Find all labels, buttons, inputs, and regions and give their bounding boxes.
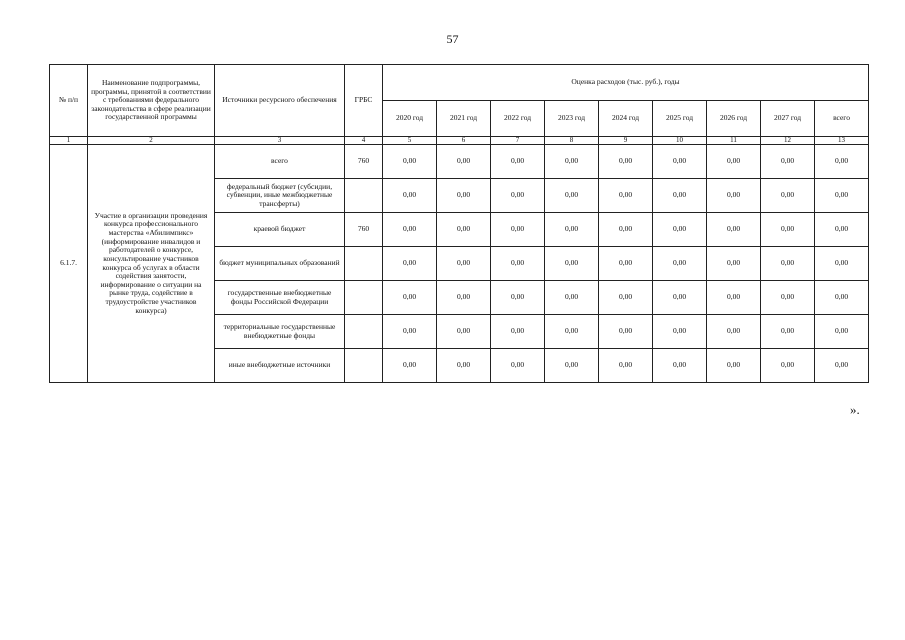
amount-cell: 0,00 (437, 315, 491, 349)
amount-cell: 0,00 (761, 247, 815, 281)
amount-cell: 0,00 (383, 145, 437, 179)
amount-cell: 0,00 (761, 315, 815, 349)
amount-cell: 0,00 (653, 315, 707, 349)
amount-cell: 0,00 (599, 315, 653, 349)
header-year: 2026 год (707, 101, 761, 137)
grbs-code (345, 281, 383, 315)
header-year: всего (815, 101, 869, 137)
grbs-code (345, 247, 383, 281)
grbs-code (345, 179, 383, 213)
header-row (50, 65, 869, 101)
amount-cell: 0,00 (383, 349, 437, 383)
funding-source: территориальные государственные внебюджетные фонды (215, 315, 345, 349)
column-number: 6 (437, 137, 491, 145)
amount-cell: 0,00 (707, 315, 761, 349)
amount-cell: 0,00 (599, 281, 653, 315)
amount-cell: 0,00 (383, 179, 437, 213)
amount-cell: 0,00 (383, 281, 437, 315)
closing-quote: ». (850, 402, 860, 417)
amount-cell: 0,00 (383, 247, 437, 281)
header-np: № п/п (50, 65, 88, 137)
column-number: 4 (345, 137, 383, 145)
funding-source: всего (215, 145, 345, 179)
amount-cell: 0,00 (383, 213, 437, 247)
funding-source: федеральный бюджет (субсидии, субвенции, иные межбюджетные трансферты) (215, 179, 345, 213)
item-name: Участие в организации проведения конкурса профессионального мастерства «Абилимпикс» (информирование инвалидов и работодателей о конкурсе, консультирование участников конкурса об услугах в области содействия занятости, информирование о ситуации на рынке труда, содействие в трудоустройстве участников конкурса) (88, 145, 215, 383)
amount-cell: 0,00 (653, 145, 707, 179)
amount-cell: 0,00 (491, 281, 545, 315)
amount-cell: 0,00 (491, 179, 545, 213)
amount-cell: 0,00 (815, 179, 869, 213)
amount-cell: 0,00 (653, 179, 707, 213)
funding-source: бюджет муниципальных образований (215, 247, 345, 281)
amount-cell: 0,00 (437, 213, 491, 247)
grbs-code: 760 (345, 213, 383, 247)
grbs-code (345, 349, 383, 383)
header-year: 2024 год (599, 101, 653, 137)
amount-cell: 0,00 (545, 247, 599, 281)
header-name: Наименование подпрограммы, программы, принятой в соответствии с требованиями федерального законодательства в сфере реализации государственной программы (88, 65, 215, 137)
column-number: 11 (707, 137, 761, 145)
header-year: 2025 год (653, 101, 707, 137)
column-number: 5 (383, 137, 437, 145)
header-year: 2027 год (761, 101, 815, 137)
grbs-code: 760 (345, 145, 383, 179)
header-year: 2021 год (437, 101, 491, 137)
header-sources: Источники ресурсного обеспечения (215, 65, 345, 137)
amount-cell: 0,00 (545, 213, 599, 247)
amount-cell: 0,00 (491, 247, 545, 281)
column-number: 3 (215, 137, 345, 145)
amount-cell: 0,00 (815, 145, 869, 179)
column-number: 9 (599, 137, 653, 145)
amount-cell: 0,00 (707, 145, 761, 179)
header-year: 2022 год (491, 101, 545, 137)
amount-cell: 0,00 (761, 349, 815, 383)
amount-cell: 0,00 (599, 247, 653, 281)
grbs-code (345, 315, 383, 349)
column-number: 13 (815, 137, 869, 145)
amount-cell: 0,00 (437, 179, 491, 213)
header-year: 2023 год (545, 101, 599, 137)
amount-cell: 0,00 (761, 281, 815, 315)
funding-source: государственные внебюджетные фонды Российской Федерации (215, 281, 345, 315)
amount-cell: 0,00 (437, 281, 491, 315)
amount-cell: 0,00 (653, 213, 707, 247)
amount-cell: 0,00 (491, 315, 545, 349)
funding-source: иные внебюджетные источники (215, 349, 345, 383)
amount-cell: 0,00 (491, 213, 545, 247)
amount-cell: 0,00 (815, 247, 869, 281)
column-number: 1 (50, 137, 88, 145)
column-number: 8 (545, 137, 599, 145)
amount-cell: 0,00 (761, 145, 815, 179)
page-number: 57 (446, 32, 459, 46)
amount-cell: 0,00 (707, 247, 761, 281)
amount-cell: 0,00 (545, 179, 599, 213)
amount-cell: 0,00 (599, 179, 653, 213)
column-number: 12 (761, 137, 815, 145)
header-estimate: Оценка расходов (тыс. руб.), годы (383, 65, 869, 101)
table-row (50, 145, 869, 179)
amount-cell: 0,00 (599, 349, 653, 383)
amount-cell: 0,00 (437, 247, 491, 281)
amount-cell: 0,00 (545, 315, 599, 349)
amount-cell: 0,00 (761, 213, 815, 247)
amount-cell: 0,00 (815, 213, 869, 247)
column-number: 2 (88, 137, 215, 145)
amount-cell: 0,00 (599, 145, 653, 179)
amount-cell: 0,00 (491, 145, 545, 179)
amount-cell: 0,00 (815, 315, 869, 349)
amount-cell: 0,00 (545, 145, 599, 179)
amount-cell: 0,00 (815, 281, 869, 315)
amount-cell: 0,00 (653, 281, 707, 315)
amount-cell: 0,00 (383, 315, 437, 349)
amount-cell: 0,00 (707, 179, 761, 213)
item-number: 6.1.7. (50, 145, 88, 383)
amount-cell: 0,00 (707, 213, 761, 247)
amount-cell: 0,00 (653, 349, 707, 383)
amount-cell: 0,00 (545, 281, 599, 315)
column-number: 10 (653, 137, 707, 145)
amount-cell: 0,00 (653, 247, 707, 281)
amount-cell: 0,00 (707, 349, 761, 383)
amount-cell: 0,00 (761, 179, 815, 213)
amount-cell: 0,00 (545, 349, 599, 383)
header-grbs: ГРБС (345, 65, 383, 137)
funding-source: краевой бюджет (215, 213, 345, 247)
amount-cell: 0,00 (815, 349, 869, 383)
amount-cell: 0,00 (599, 213, 653, 247)
column-number: 7 (491, 137, 545, 145)
amount-cell: 0,00 (437, 349, 491, 383)
column-number-row (50, 137, 869, 145)
amount-cell: 0,00 (437, 145, 491, 179)
budget-table (49, 64, 869, 383)
amount-cell: 0,00 (491, 349, 545, 383)
header-year: 2020 год (383, 101, 437, 137)
amount-cell: 0,00 (707, 281, 761, 315)
